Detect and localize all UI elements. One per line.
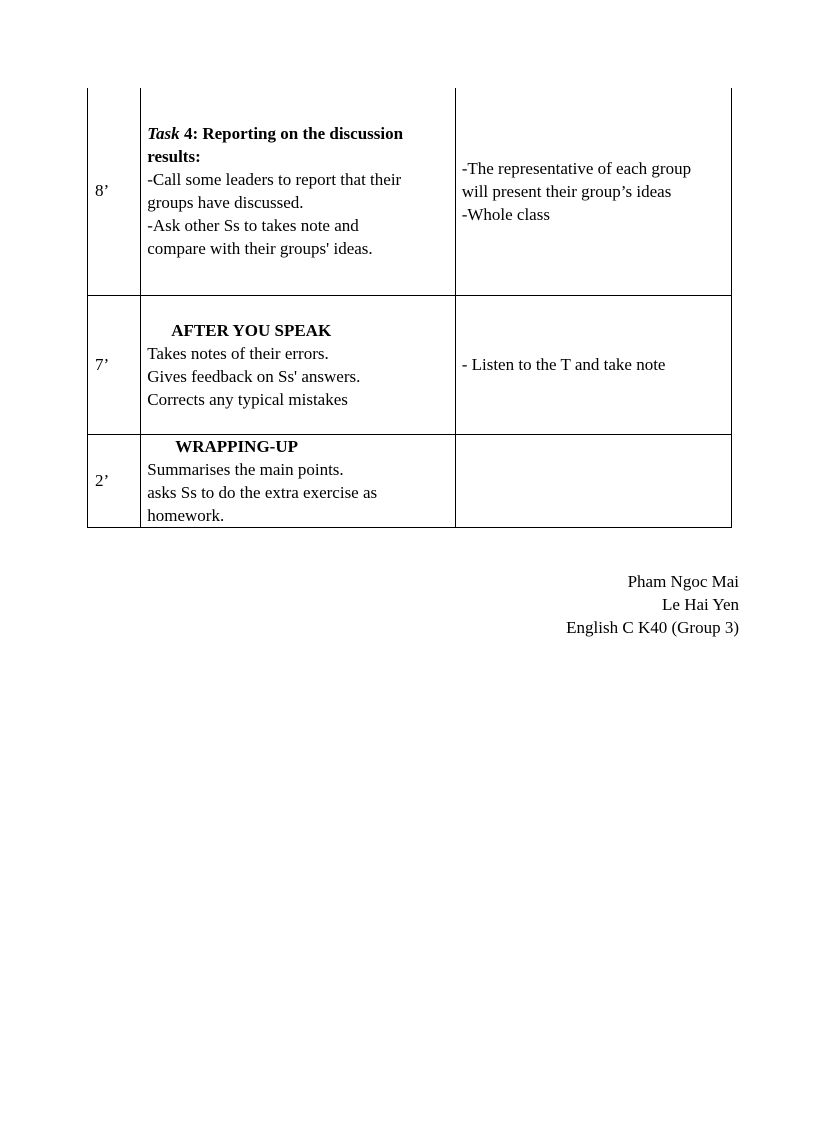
student-activity-cell xyxy=(455,295,731,434)
student-line: will present their group’s ideas xyxy=(461,181,672,201)
section-heading: AFTER YOU SPEAK xyxy=(171,320,332,340)
lesson-plan-table xyxy=(87,88,732,528)
time-cell: 8’ xyxy=(88,88,141,295)
author-name: Le Hai Yen xyxy=(662,595,739,614)
teacher-line: -Call some leaders to report that their xyxy=(147,170,402,190)
time-cell: 2’ xyxy=(88,434,141,527)
student-line: -The representative of each group xyxy=(461,158,692,178)
teacher-line: asks Ss to do the extra exercise as xyxy=(147,482,378,502)
author-name: Pham Ngoc Mai xyxy=(627,572,739,591)
task-heading: Task 4: Reporting on the discussion xyxy=(147,124,404,144)
student-line: - Listen to the T and take note xyxy=(461,355,666,374)
student-activity-cell xyxy=(455,434,731,527)
table-row xyxy=(88,295,732,434)
signature-block xyxy=(566,570,739,639)
student-line: -Whole class xyxy=(461,204,550,224)
teacher-line: compare with their groups' ideas. xyxy=(147,239,373,259)
table-row xyxy=(88,88,732,295)
teacher-activity-cell xyxy=(141,295,455,434)
table-row xyxy=(88,434,732,527)
teacher-line: Corrects any typical mistakes xyxy=(147,389,348,409)
section-heading: WRAPPING-UP xyxy=(175,436,298,456)
teacher-line: Summarises the main points. xyxy=(147,459,344,479)
time-cell: 7’ xyxy=(88,295,141,434)
task-heading-line2: results: xyxy=(147,147,201,167)
teacher-line: Takes notes of their errors. xyxy=(147,343,329,363)
teacher-line: Gives feedback on Ss' answers. xyxy=(147,366,361,386)
student-activity-cell xyxy=(455,88,731,295)
teacher-line: -Ask other Ss to takes note and xyxy=(147,216,359,236)
teacher-line: homework. xyxy=(147,505,225,525)
teacher-activity-cell xyxy=(141,434,455,527)
teacher-line: groups have discussed. xyxy=(147,193,304,213)
teacher-activity-cell xyxy=(141,88,455,295)
class-group: English C K40 (Group 3) xyxy=(566,618,739,637)
